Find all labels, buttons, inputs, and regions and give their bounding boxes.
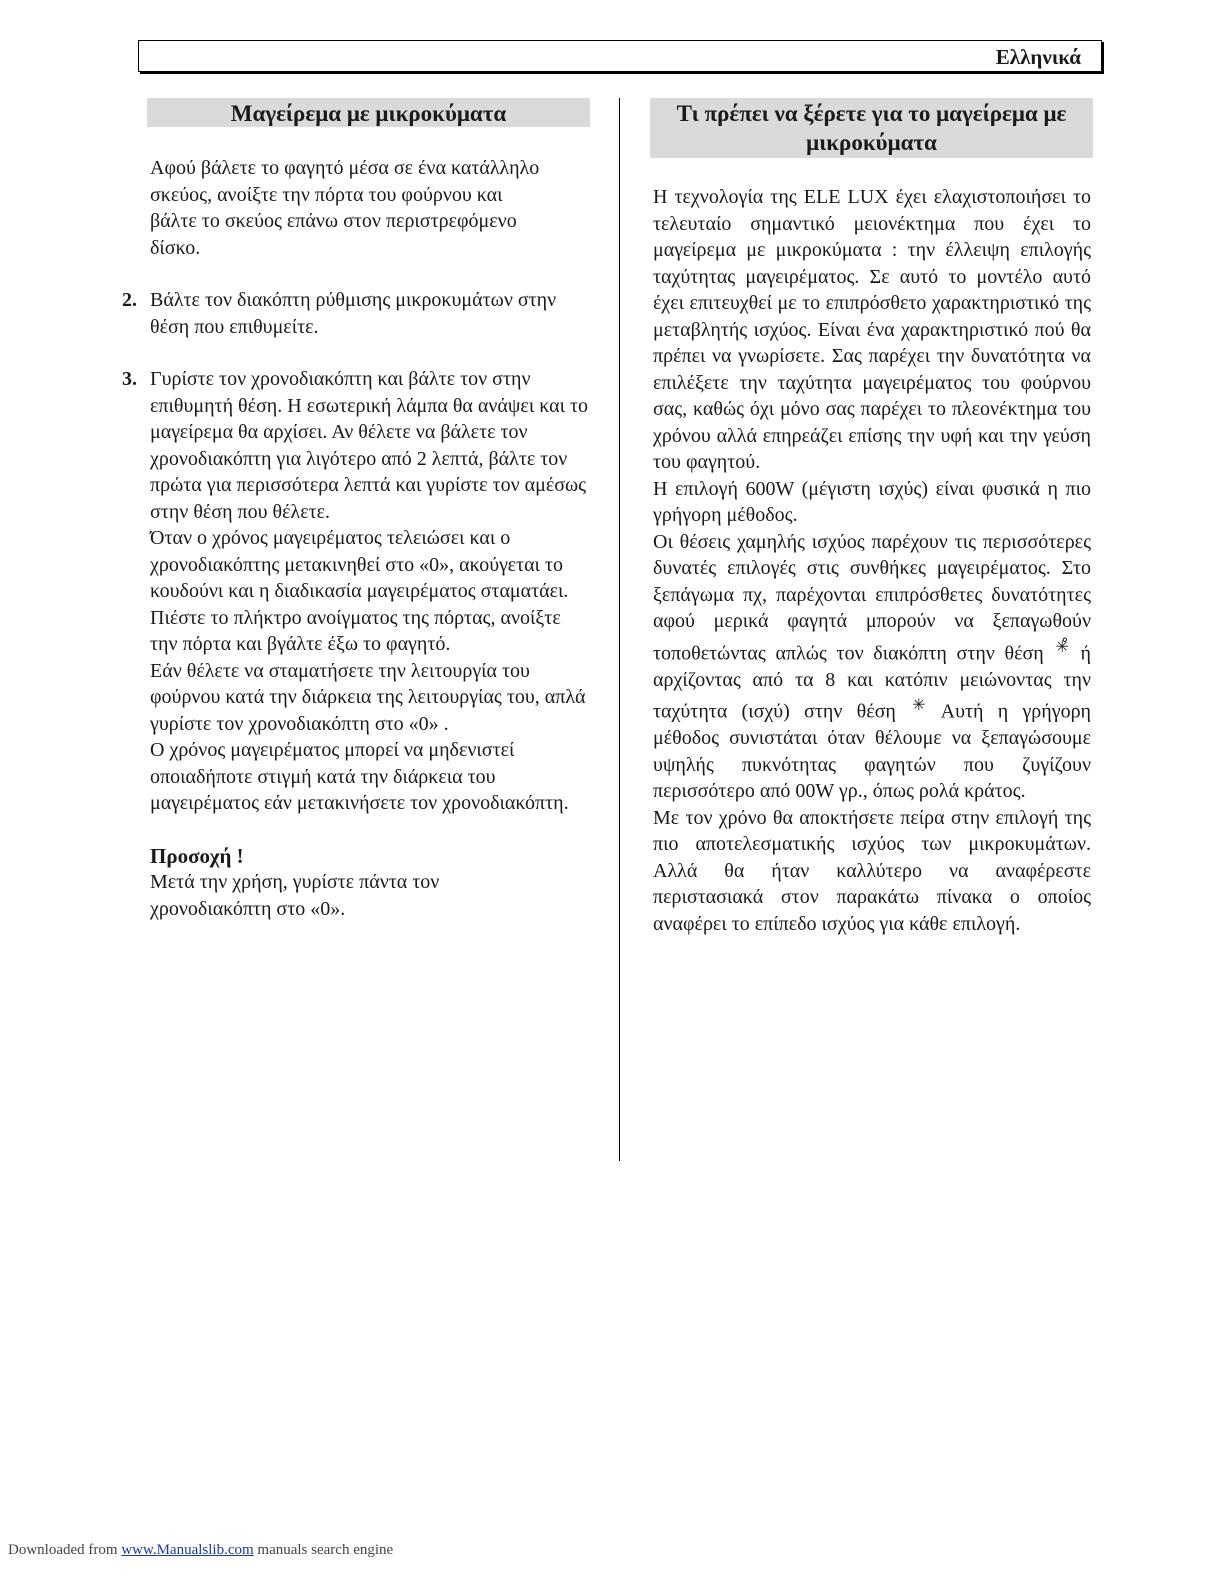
left-section-title: Μαγείρεμα με μικροκύματα (147, 98, 590, 127)
left-column (122, 98, 590, 922)
paragraph-low-power (653, 529, 1091, 805)
column-divider (619, 98, 620, 1161)
low-power-text-b: ή αρχίζοντας από τα 8 (653, 642, 1092, 691)
step-text: Γυρίστε τον χρονοδιακόπτη και βάλτε τον στην επιθυμητή θέση. Η εσωτερική λάμπα θα ανάψει και το μαγείρεμα θα αρχίσει. Αν θέλετε να βάλετε τον χρονοδιακόπτη για λιγότερο από 2 λεπτά, βάλτε τον πρώτα για περισσότερα λεπτά και γυρίστε τον αμέσως στην θέση που θέλετε. (150, 368, 589, 523)
warning-text: Μετά την χρήση, γυρίστε πάντα τον χρονοδιακόπτη στο «0». (150, 871, 440, 920)
low-power-text-d: Αυτή η γρήγορη μέθοδος συνιστάται όταν θέλουμε να ξεπαγώσουμε υψηλής πυκνότητας φαγητών που ζυγίζουν περισσότερο από 00W γρ., όπως ρολά κράτος. (653, 700, 1092, 803)
warning-title: Προσοχή ! (150, 843, 244, 868)
defrost-symbol-icon: ✳̊ (1055, 638, 1069, 656)
step-extra-paragraph: Όταν ο χρόνος μαγειρέματος τελειώσει και ο χρονοδιακόπτης μετακινηθεί στο «0», ακούγεται το κουδούνι και η διαδικασία μαγειρέματος σταματάει. Πιέστε το πλήκτρο ανοίγματος της πόρτας, ανοίξτε την πόρτα και βγάλτε έξω το φαγητό. (150, 527, 569, 655)
right-section-title: Τι πρέπει να ξέρετε για το μαγείρεμα με μικροκύματα (650, 98, 1093, 158)
manualslib-link[interactable]: www.Manualslib.com (121, 1542, 254, 1558)
defrost-symbol-icon: ✳ (912, 697, 926, 715)
step-item (122, 366, 590, 817)
paragraph-experience: Με τον χρόνο θα αποκτήσετε πείρα στην επιλογή της πιο αποτελεσματικής ισχύος των μικροκυμάτων. Αλλά θα ήταν καλλύτερο να αναφέρεστε περιστασιακά στον παρακάτω πίνακα ο οποίος αναφέρει το επίπεδο ισχύος για κάθε επιλογή. (653, 806, 1091, 935)
page-header (138, 40, 1102, 72)
step-extra-paragraph: Εάν θέλετε να σταματήσετε την λειτουργία του φούρνου κατά την διάρκεια της λειτουργίας του, απλά γυρίστε τον χρονοδιακόπτη στο «0» . (150, 659, 586, 735)
right-column (650, 98, 1093, 937)
intro-paragraph: Αφού βάλετε το φαγητό μέσα σε ένα κατάλληλο σκεύος, ανοίξτε την πόρτα του φούρνου και βάλτε το σκεύος επάνω στον περιστρεφόμενο δίσκο. (150, 157, 540, 259)
step-item (122, 287, 590, 340)
footer-prefix: Downloaded from (8, 1542, 118, 1558)
page-footer (8, 1542, 393, 1559)
step-number: 3. (122, 368, 137, 390)
step-number: 2. (122, 289, 137, 311)
step-extra-paragraph: Ο χρόνος μαγειρέματος μπορεί να μηδενιστεί οποιαδήποτε στιγμή κατά την διάρκεια του μαγειρέματος εάν μετακινήσετε τον χρονοδιακόπτη. (150, 739, 569, 814)
low-power-text-c: και κατόπιν μειώνοντας την ταχύτητα (ισχύ) στην θέση (653, 668, 1092, 723)
low-power-text-a: Οι θέσεις χαμηλής ισχύος παρέχουν τις περισσότερες δυνατές επιλογές στις συνθήκες μαγειρέματος. Στο ξεπάγωμα πχ, παρέχονται επιπρόσθετες δυνατότητες αφού μερικά φαγητά μπορούν να ξεπαγωθούν τοποθετώντας απλώς τον διακόπτη στην θέση (653, 530, 1091, 665)
footer-suffix: manuals search engine (257, 1542, 394, 1558)
paragraph-max-power: Η επιλογή 600W (μέγιστη ισχύς) είναι φυσικά η πιο γρήγορη μέθοδος. (653, 477, 1091, 526)
language-label: Ελληνικά (995, 45, 1081, 69)
step-text: Βάλτε τον διακόπτη ρύθμισης μικροκυμάτων στην θέση που επιθυμείτε. (150, 289, 557, 338)
paragraph-technology: Η τεχνολογία της ELE LUX έχει ελαχιστοποιήσει το τελευταίο σημαντικό μειονέκτημα που έχει το μαγείρεμα με μικροκύματα : την έλλειψη επιλογής ταχύτητας μαγειρέματος. Σε αυτό το μοντέλο αυτό έχει επιτευχθεί με το επιπρόσθετο χαρακτηριστικό της μεταβλητής ισχύος. Είναι ένα χαρακτηριστικό πού θα πρέπει να γνωρίσετε. Σας παρέχει την δυνατότητα να επιλέξετε την ταχύτητα μαγειρέματος του φούρνου σας, καθώς όχι μόνο σας παρέχει το πλεονέκτημα του χρόνου αλλά επηρεάζει επίσης την υφή και την γεύση του φαγητού. (653, 186, 1091, 473)
